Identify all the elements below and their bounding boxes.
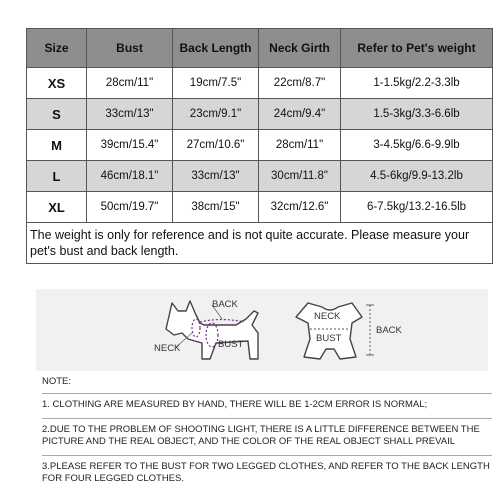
notes-divider <box>42 418 492 419</box>
garment-label-bust: BUST <box>316 333 342 344</box>
back-length-cell: 38cm/15" <box>173 192 259 223</box>
back-length-cell: 27cm/10.6" <box>173 130 259 161</box>
header-size: Size <box>27 29 87 68</box>
table-row <box>27 99 493 130</box>
dog-label-neck: NECK <box>154 343 181 354</box>
header-bust: Bust <box>87 29 173 68</box>
notes-divider <box>42 393 492 394</box>
table-header-row <box>27 29 493 68</box>
size-cell: XL <box>27 192 87 223</box>
table-row <box>27 192 493 223</box>
neck-girth-cell: 32cm/12.6" <box>259 192 341 223</box>
neck-girth-cell: 22cm/8.7" <box>259 68 341 99</box>
table-row <box>27 161 493 192</box>
note-item-2: 2.DUE TO THE PROBLEM OF SHOOTING LIGHT, THERE IS A LITTLE DIFFERENCE BETWEEN THE PICTURE AND THE REAL OBJECT, AND THE COLOR OF THE REAL OBJECT SHALL PREVAIL <box>42 424 480 447</box>
note-item-1: 1. CLOTHING ARE MEASURED BY HAND, THERE WILL BE 1-2CM ERROR IS NORMAL; <box>42 399 428 410</box>
back-length-cell: 23cm/9.1" <box>173 99 259 130</box>
size-chart-table <box>26 28 493 264</box>
notes-divider <box>42 455 492 456</box>
notes-section <box>42 376 492 492</box>
table-row <box>27 130 493 161</box>
bust-cell: 39cm/15.4" <box>87 130 173 161</box>
size-cell: S <box>27 99 87 130</box>
bust-cell: 28cm/11" <box>87 68 173 99</box>
table-row <box>27 68 493 99</box>
notes-title: NOTE: <box>42 376 72 387</box>
size-cell: L <box>27 161 87 192</box>
bust-cell: 46cm/18.1" <box>87 161 173 192</box>
header-neck-girth: Neck Girth <box>259 29 341 68</box>
dog-back-line <box>200 320 244 323</box>
weight-cell: 3-4.5kg/6.6-9.9lb <box>341 130 493 161</box>
measurement-illustration <box>36 289 488 371</box>
dog-label-bust: BUST <box>218 339 244 350</box>
back-length-cell: 33cm/13" <box>173 161 259 192</box>
dog-label-back: BACK <box>212 299 238 310</box>
neck-girth-cell: 28cm/11" <box>259 130 341 161</box>
neck-girth-cell: 24cm/9.4" <box>259 99 341 130</box>
header-pet-weight: Refer to Pet's weight <box>341 29 493 68</box>
note-item-3: 3.PLEASE REFER TO THE BUST FOR TWO LEGGED CLOTHES, AND REFER TO THE BACK LENGTH FOR FOUR LEGGED CLOTHES. <box>42 461 490 484</box>
bust-cell: 33cm/13" <box>87 99 173 130</box>
neck-girth-cell: 30cm/11.8" <box>259 161 341 192</box>
weight-disclaimer: The weight is only for reference and is not quite accurate. Please measure your pet's bust and back length. <box>27 223 493 264</box>
size-cell: XS <box>27 68 87 99</box>
header-back-length: Back Length <box>173 29 259 68</box>
bust-cell: 50cm/19.7" <box>87 192 173 223</box>
table-note-row <box>27 223 493 264</box>
weight-cell: 4.5-6kg/9.9-13.2lb <box>341 161 493 192</box>
garment-label-neck: NECK <box>314 311 341 322</box>
garment-label-back: BACK <box>376 325 402 336</box>
weight-cell: 1-1.5kg/2.2-3.3lb <box>341 68 493 99</box>
back-length-cell: 19cm/7.5" <box>173 68 259 99</box>
measurement-diagram <box>36 289 488 371</box>
weight-cell: 1.5-3kg/3.3-6.6lb <box>341 99 493 130</box>
size-cell: M <box>27 130 87 161</box>
weight-cell: 6-7.5kg/13.2-16.5lb <box>341 192 493 223</box>
